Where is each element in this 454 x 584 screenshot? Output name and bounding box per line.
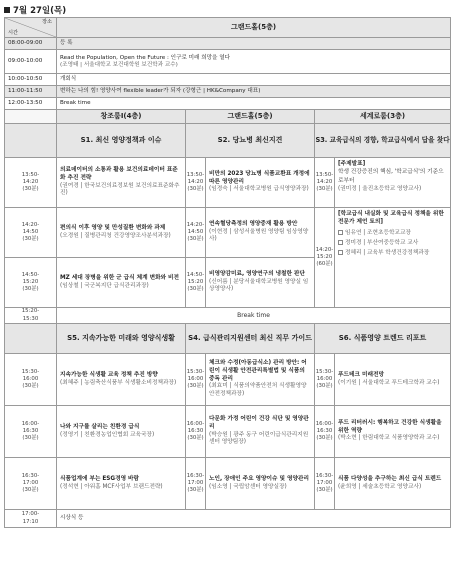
talk-speaker: (박소현 | 한림대학교 식품영양학과 교수)	[338, 435, 440, 442]
talk-time: 13:50- 14:20 (30분)	[5, 158, 57, 208]
session-title-s2: S2. 당뇨병 최신지견	[186, 124, 315, 158]
talk-title: 체크와 수정(아동급식소) 관리 방안: 어린이 식생활 안전관리특별법 및 식품의 중독 관리	[209, 360, 307, 382]
plenary-content: 등 록	[57, 38, 451, 50]
talk-cell	[57, 354, 186, 406]
room-header-creation: 창조룸Ⅰ(4층)	[57, 110, 186, 124]
plenary-content: 개회식	[57, 74, 451, 86]
panel-time: 14:20- 15:20 (60분)	[315, 208, 335, 308]
plenary-time: 10:00-10:50	[5, 74, 57, 86]
corner-cell	[5, 18, 57, 38]
talk-speaker: (임소영 | 국립암센터 영양실장)	[209, 483, 287, 490]
panelist: 정혜리 | 교육부 학생건강정책과장	[338, 249, 447, 257]
talk-title: 식품 다양성을 추구하는 최신 급식 트렌드	[338, 475, 442, 482]
talk-cell	[206, 208, 315, 258]
talk-time: 14:50- 15:20 (30분)	[5, 258, 57, 308]
keynote-title: Read the Population, Open the Future : 인구로 미래 희망을 열다	[60, 54, 231, 61]
talk-title: 다문화 가정 어린이 건강 식단 및 영양관리	[209, 416, 309, 430]
closing-label: 시상식 등	[57, 510, 451, 528]
talk-speaker: (이현정 | 삼성서울병원 영양팀 임상영양사)	[209, 228, 309, 243]
plenary-content: 변하는 나의 힘! 영양사여 flexible leader가 되자 (강형근 | HK&Company 대표)	[57, 86, 451, 98]
day-label: 7월 27일(목)	[13, 6, 67, 16]
panelist: 임유연 | 조현초등학교교장	[338, 229, 447, 237]
panel-discussion	[335, 208, 451, 308]
session-title-s3: S3. 교육급식의 경향, 학교급식에서 답을 찾다	[315, 124, 451, 158]
talk-speaker: (윤희영 | 세술초등학교 영양교사)	[338, 483, 422, 490]
talk-time: 16:30- 17:00 (30분)	[5, 458, 57, 510]
talk-title: 나와 지구를 살리는 친환경 급식	[60, 423, 140, 430]
keynote-speaker: (조영태 | 서울대학교 보건대학원 보건학과 교수)	[60, 61, 178, 68]
talk-cell	[57, 158, 186, 208]
talk-title: 푸드테크 미래전망	[338, 371, 384, 378]
talk-speaker: (권여경 | 한국보건의료정보원 보건의료표준화추진)	[60, 182, 180, 197]
room-header-spacer	[5, 110, 57, 124]
checkbox-icon	[338, 240, 343, 245]
talk-cell	[206, 458, 315, 510]
talk-time: 15:30- 16:00 (30분)	[186, 354, 206, 406]
talk-cell	[206, 158, 315, 208]
panelist: 정미경 | 부산여중등학교 교사	[338, 239, 447, 247]
checkbox-icon	[338, 250, 343, 255]
talk-title: 의료데이터의 소통과 활용 보건의료데이터 표준화 추진 전략	[60, 167, 178, 181]
session-title-spacer	[5, 124, 57, 158]
session-title-s6: S6. 식품영양 트렌드 리포트	[315, 324, 451, 354]
panel-heading: [학교급식 내실화 및 교육급식 정책을 위한 전문가 제언 토의]	[338, 211, 444, 226]
talk-title: 연속혈당측정의 영양중재 활용 방안	[209, 220, 298, 227]
talk-time: 16:30- 17:00 (30분)	[186, 458, 206, 510]
talk-time: 16:30- 17:00 (30분)	[315, 458, 335, 510]
bullet-square-icon	[4, 7, 10, 13]
session-title-s1: S1. 최신 영양정책과 이슈	[57, 124, 186, 158]
talk-speaker: (임경숙 | 서울대학교병원 급식영양과장)	[209, 186, 309, 193]
talk-cell	[335, 458, 451, 510]
talk-cell	[335, 406, 451, 458]
topic-speaker: (권미정 | 울진초등학교 영양교사)	[338, 185, 422, 192]
closing-time: 17:00- 17:10	[5, 510, 57, 528]
talk-time: 13:50- 14:20 (30분)	[186, 158, 206, 208]
talk-title: 식품업계에 부는 ESG경영 바람	[60, 475, 140, 482]
talk-title: 비영양감미료, 영양연구의 냉철한 판단	[209, 270, 306, 277]
talk-cell	[206, 258, 315, 308]
day-heading	[4, 3, 450, 17]
talk-time: 15:30- 16:00 (30분)	[315, 354, 335, 406]
schedule-table	[4, 17, 451, 528]
talk-cell	[57, 458, 186, 510]
talk-speaker: (정석현 | 아워홈 MCF사업부 브랜드전략)	[60, 483, 163, 490]
talk-time: 14:20- 14:50 (30분)	[186, 208, 206, 258]
session-title-s4: S4. 급식관리지원센터 최신 직무 가이드	[186, 324, 315, 354]
talk-speaker: (박승원 | 광주 동구 어린이급식관리지원센터 영양팀장)	[209, 431, 309, 446]
talk-speaker: (이기원 | 서울대학교 푸드테크학과 교수)	[338, 379, 440, 386]
talk-title: 편의식 이후 영양 및 만성질환 변화와 과제	[60, 224, 166, 231]
room-header-world: 세계로룸(3층)	[315, 110, 451, 124]
topic-body: 학생 건강증진의 핵심, '학교급식'의 기준으로부터	[338, 169, 444, 184]
talk-time: 15:30- 16:00 (30분)	[5, 354, 57, 406]
talk-time: 16:00- 16:30 (30분)	[5, 406, 57, 458]
talk-title: MZ 세대 장병을 위한 군 급식 체계 변화와 비전	[60, 274, 180, 281]
talk-title: 비만의 2023 당뇨병 식품교환표 개정에 따른 영양관리	[209, 170, 310, 185]
room-header-grand: 그랜드홀(5층)	[186, 110, 315, 124]
talk-speaker: (정영기 | 친환경농업인협회 교육국장)	[60, 431, 155, 438]
talk-speaker: (오경원 | 질병관리청 건강영양조사분석과장)	[60, 232, 171, 239]
grand-hall-header: 그랜드홀(5층)	[57, 18, 451, 38]
talk-speaker: (최혜주 | 농림축산식품부 식생활소비정책과장)	[60, 379, 177, 386]
plenary-time: 12:00-13:50	[5, 98, 57, 110]
talk-cell	[57, 208, 186, 258]
talk-cell	[206, 354, 315, 406]
break-label: Break time	[57, 308, 451, 324]
talk-cell	[335, 354, 451, 406]
talk-speaker: (임상철 | 국군복지단 급식관리과장)	[60, 282, 149, 289]
talk-time: 14:50- 15:20 (30분)	[186, 258, 206, 308]
break-time: 15:20- 15:30	[5, 308, 57, 324]
talk-time: 16:00- 16:30 (30분)	[315, 406, 335, 458]
plenary-content	[57, 50, 451, 74]
topic-presentation	[335, 158, 451, 208]
talk-cell	[206, 406, 315, 458]
talk-speaker: (최효미 | 식품의약품안전처 식생활영양안전정책과장)	[209, 383, 307, 398]
corner-place-label: 장소	[41, 19, 52, 25]
plenary-time: 08:00-09:00	[5, 38, 57, 50]
topic-heading: [주제발표]	[338, 161, 366, 167]
talk-speaker: (신어름 | 분당서울대학교병원 영양실 임상영양사)	[209, 278, 309, 293]
plenary-content: Break time	[57, 98, 451, 110]
talk-cell	[57, 258, 186, 308]
talk-title: 푸드 리터러시: 행복하고 건강한 식생활을 위한 역량	[338, 419, 442, 434]
talk-title: 지속가능한 식생활 교육 정책 추진 방향	[60, 371, 158, 378]
session-title-s5: S5. 지속가능한 미래와 영양식생활	[57, 324, 186, 354]
talk-time: 14:20- 14:50 (30분)	[5, 208, 57, 258]
corner-time-label: 시간	[8, 29, 19, 36]
plenary-time: 11:00-11:50	[5, 86, 57, 98]
talk-title: 노인, 장애인 주요 영양이슈 및 영양관리	[209, 475, 309, 482]
talk-cell	[57, 406, 186, 458]
talk-time: 13:50- 14:20 (30분)	[315, 158, 335, 208]
plenary-time: 09:00-10:00	[5, 50, 57, 74]
session-title-spacer	[5, 324, 57, 354]
checkbox-icon	[338, 230, 343, 235]
talk-time: 16:00- 16:30 (30분)	[186, 406, 206, 458]
